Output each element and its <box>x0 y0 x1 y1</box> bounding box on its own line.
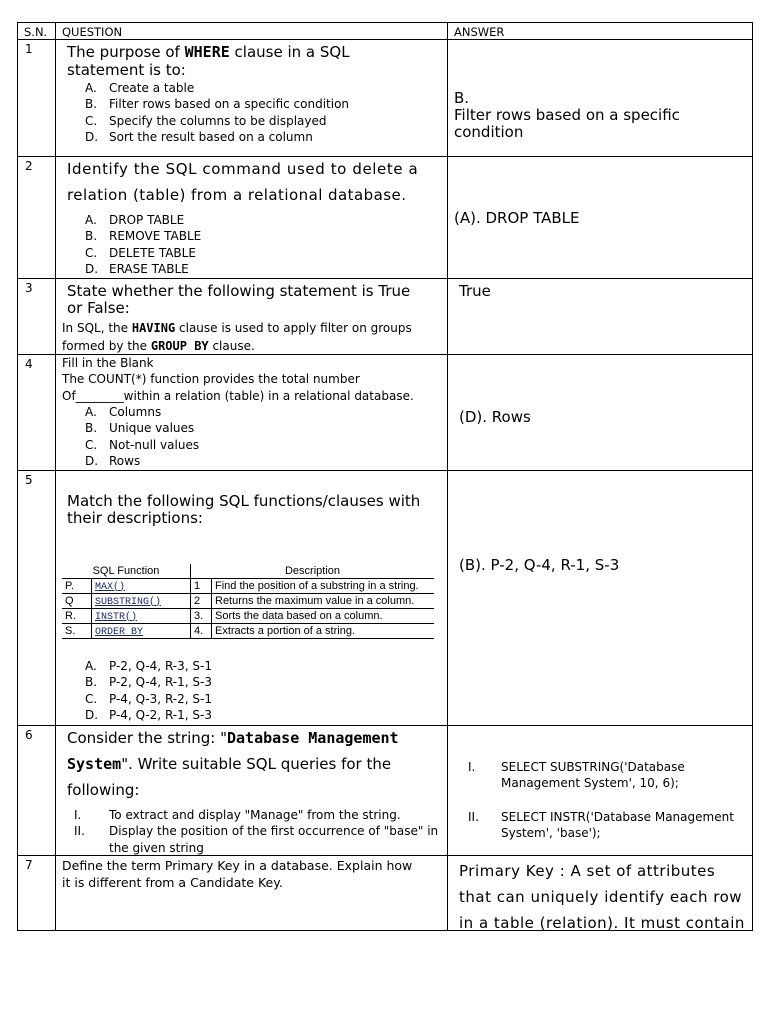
question-row-1 <box>18 40 752 157</box>
match-row: R. INSTR() 3. Sorts the data based on a column. <box>62 609 434 624</box>
question-text: Consider the string: "Database Management <box>67 729 399 747</box>
question-number: 1 <box>25 42 33 56</box>
match-table <box>62 564 434 639</box>
match-row: Q SUBSTRING() 2 Returns the maximum value in a column. <box>62 594 434 609</box>
answer-text: True <box>459 282 491 300</box>
match-row: S. ORDER BY 4. Extracts a portion of a string. <box>62 624 434 639</box>
match-header-func: SQL Function <box>62 564 191 579</box>
answer-text: (D). Rows <box>459 408 531 426</box>
header-question: QUESTION <box>62 25 123 39</box>
question-text-cont: or False: <box>67 299 130 317</box>
question-number: 7 <box>25 858 33 872</box>
question-number: 3 <box>25 281 33 295</box>
match-header-desc: Description <box>191 564 435 579</box>
question-text: State whether the following statement is True <box>67 282 411 300</box>
question-text: Identify the SQL command used to delete a <box>67 160 419 178</box>
statement-text: In SQL, the HAVING clause is used to apply filter on groups formed by the GROUP BY clause. <box>62 321 412 353</box>
question-number: 5 <box>25 473 33 487</box>
item-list: I. To extract and display "Manage" from the string. II. Display the position of the first occurrence of "base" in the given string <box>74 808 439 855</box>
answer-text: Primary Key : A set of attributes that can uniquely identify each row in a table (relation). It must contain <box>459 862 745 932</box>
option-list: A. P-2, Q-4, R-3, S-1 B. P-2, Q-4, R-1, S-3 C. P-4, Q-3, R-2, S-1 D. P-4, Q-2, R-1, S-3 <box>85 659 212 722</box>
question-row-5 <box>18 471 752 726</box>
question-row-7 <box>18 856 752 930</box>
question-text-cont: System". Write suitable SQL queries for the <box>67 755 392 773</box>
question-row-3 <box>18 279 752 355</box>
question-row-2 <box>18 157 752 279</box>
question-row-4 <box>18 355 752 471</box>
question-text-cont: following: <box>67 781 140 799</box>
header-row <box>18 23 752 40</box>
question-text: Fill in the Blank The COUNT(*) function provides the total number Of________within a relation (table) in a relational database. <box>62 356 414 403</box>
answer-list: I. SELECT SUBSTRING('Database Management System', 10, 6); II. SELECT INSTR('Database Management System', 'base'); <box>468 760 734 840</box>
header-sn: S.N. <box>24 25 48 39</box>
question-number: 6 <box>25 728 33 742</box>
option-list: A. Columns B. Unique values C. Not-null values D. Rows <box>85 405 200 468</box>
question-text-cont: relation (table) from a relational database. <box>67 186 407 204</box>
question-text: The purpose of WHERE clause in a SQL <box>67 43 350 61</box>
option-list: A. DROP TABLE B. REMOVE TABLE C. DELETE TABLE D. ERASE TABLE <box>85 213 202 276</box>
answer-text: (A). DROP TABLE <box>454 209 580 227</box>
question-row-6 <box>18 726 752 856</box>
header-answer: ANSWER <box>454 25 505 39</box>
answer-text: (B). P-2, Q-4, R-1, S-3 <box>459 556 620 574</box>
option-list: A. Create a table B. Filter rows based on a specific condition C. Specify the columns to be displayed D. Sort the result based on a column <box>85 81 350 144</box>
answer-text: B. Filter rows based on a specific condition <box>454 89 680 141</box>
question-number: 2 <box>25 159 33 173</box>
question-number: 4 <box>25 357 33 371</box>
match-header-row <box>62 564 434 579</box>
question-text: Define the term Primary Key in a database. Explain how it is different from a Candidate Key. <box>62 858 413 890</box>
question-text-cont: their descriptions: <box>67 509 203 527</box>
match-row: P. MAX() 1 Find the position of a substring in a string. <box>62 579 434 594</box>
qa-table <box>17 22 753 931</box>
question-text: Match the following SQL functions/clauses with <box>67 492 421 510</box>
question-text-cont: statement is to: <box>67 61 186 79</box>
